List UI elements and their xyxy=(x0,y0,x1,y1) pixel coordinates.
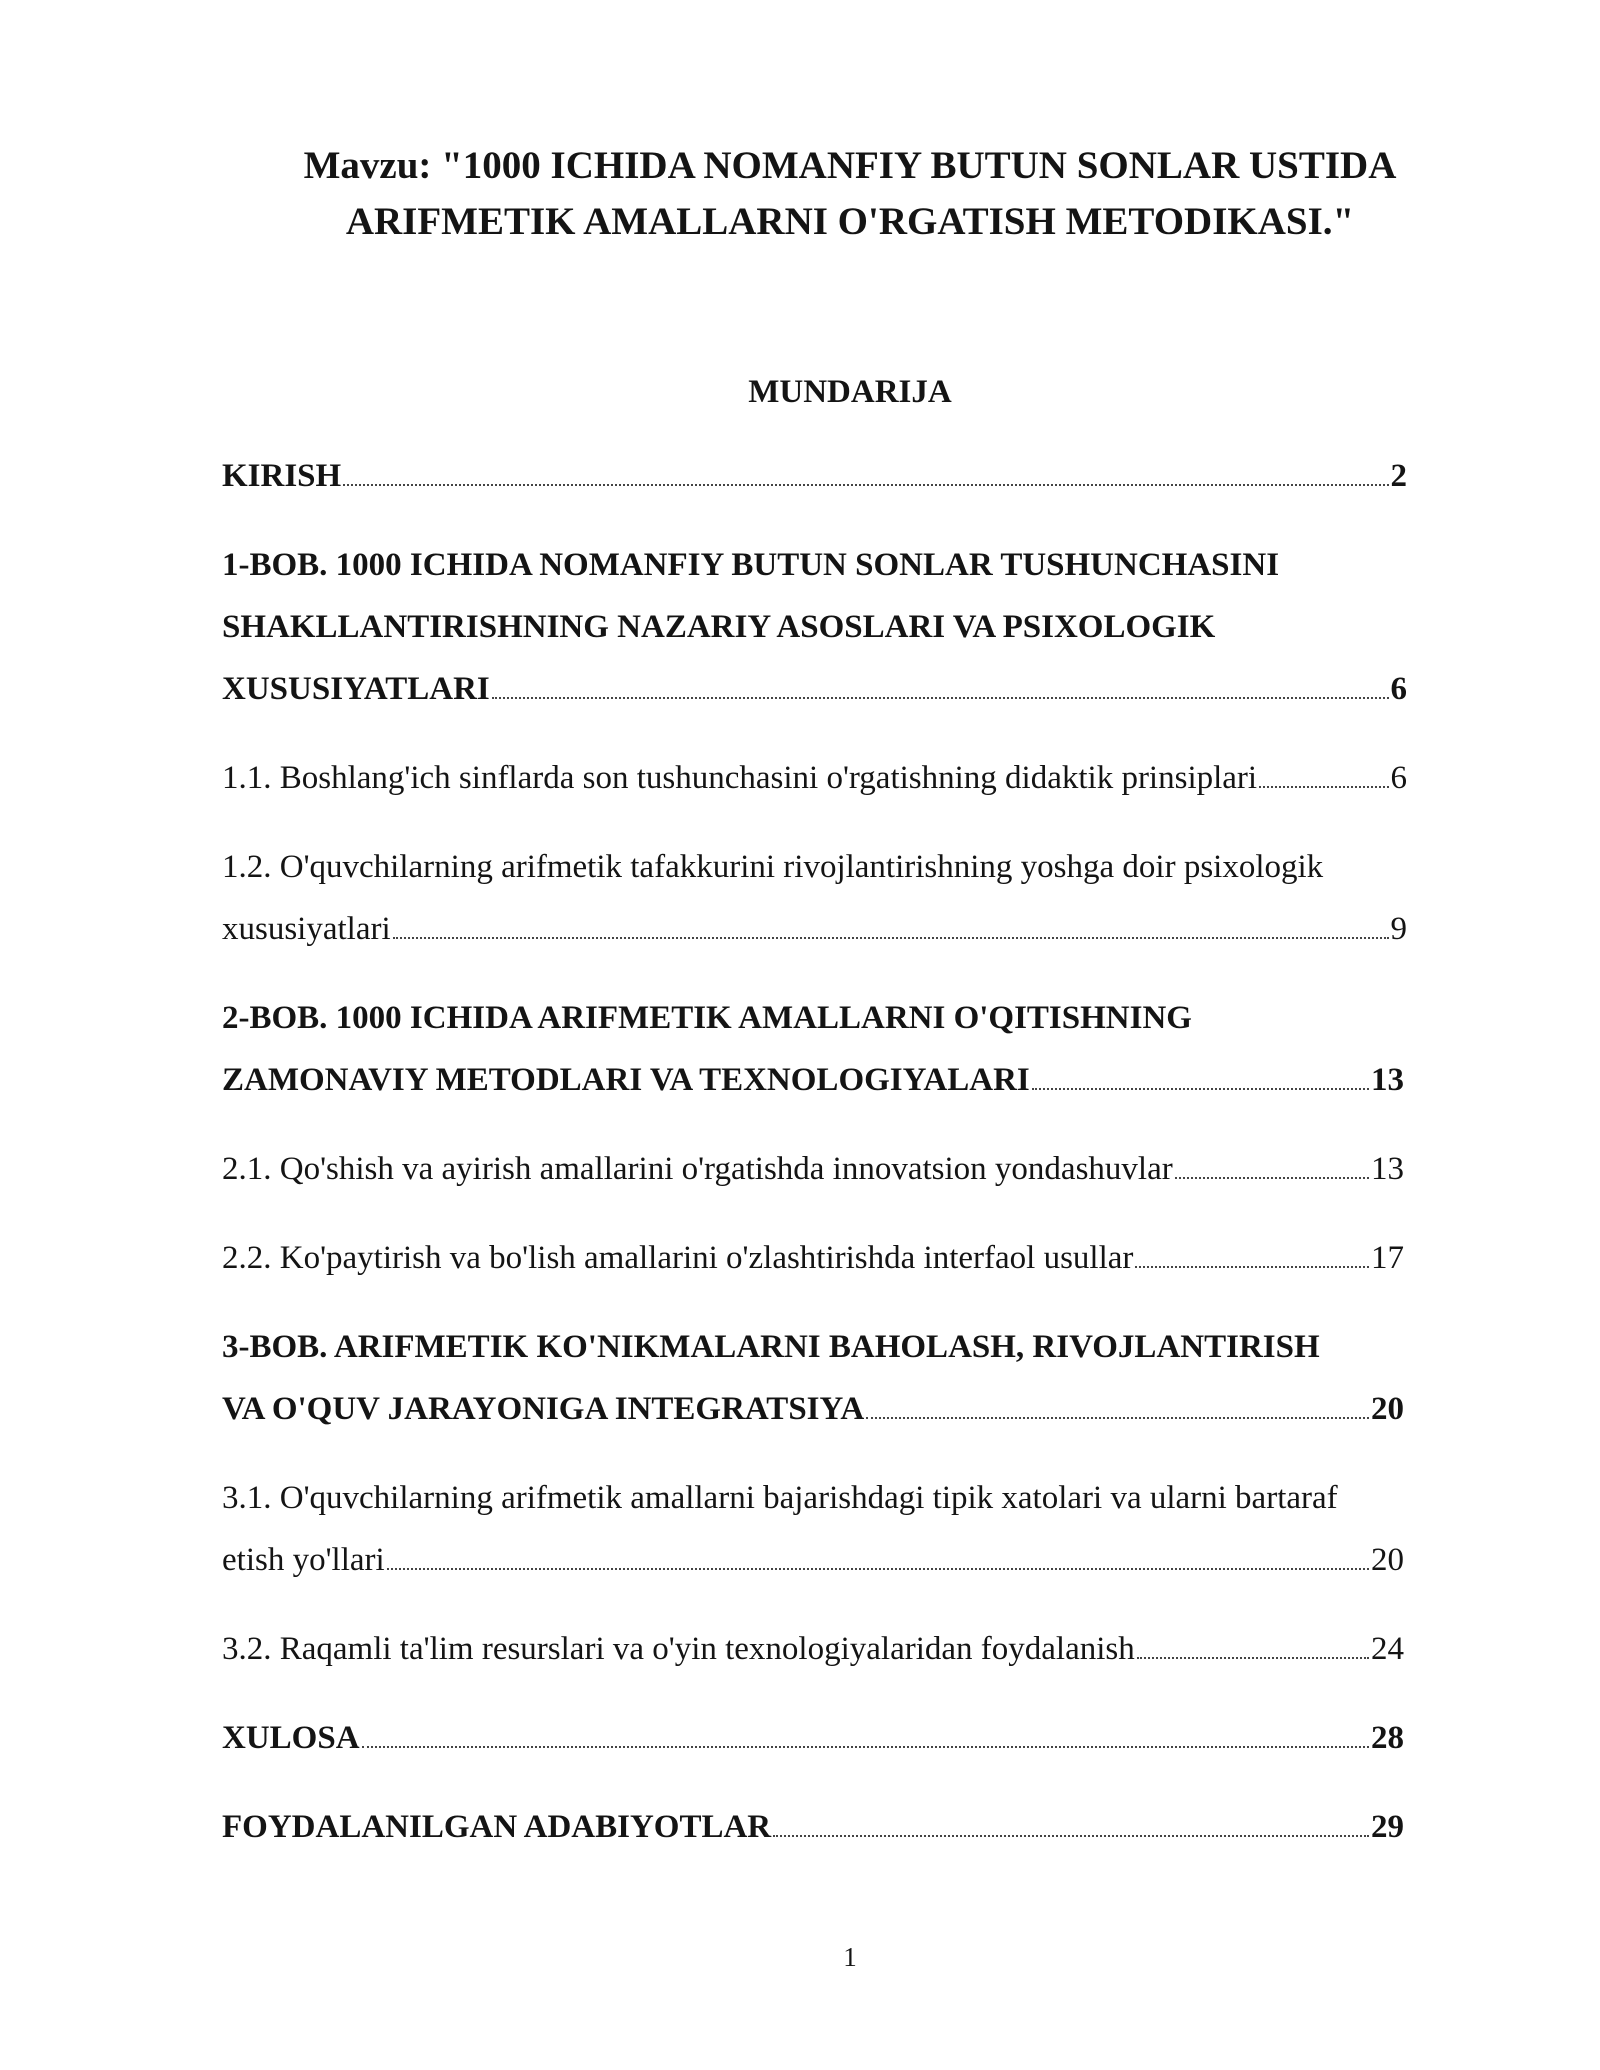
toc-entry-title: XULOSA xyxy=(222,1720,360,1756)
toc-entry-title: xususiyatlari xyxy=(222,911,391,947)
toc-entry[interactable] xyxy=(222,1796,1462,1858)
toc-entry-title: 3.2. Raqamli ta'lim resurslari va o'yin texnologiyalaridan foydalanish xyxy=(222,1631,1135,1667)
table-of-contents xyxy=(222,445,1462,1885)
dot-leader xyxy=(773,1835,1369,1837)
toc-entry-leader-row xyxy=(222,1227,1404,1289)
dot-leader xyxy=(1135,1266,1369,1268)
dot-leader xyxy=(1259,786,1388,788)
toc-entry-leader-row xyxy=(222,1796,1404,1858)
document-title-line-2: ARIFMETIK AMALLARNI O'RGATISH METODIKASI." xyxy=(345,200,1355,243)
toc-entry-line: SHAKLLANTIRISHNING NAZARIY ASOSLARI VA PSIXOLOGIK xyxy=(222,609,1216,645)
toc-entry[interactable] xyxy=(222,1316,1462,1440)
document-title-line-1: Mavzu: "1000 ICHIDA NOMANFIY BUTUN SONLAR USTIDA xyxy=(303,144,1397,187)
dot-leader xyxy=(1032,1088,1369,1090)
toc-entry-page-number: 13 xyxy=(1371,1062,1404,1098)
dot-leader xyxy=(866,1417,1369,1419)
toc-entry-leader-row xyxy=(222,1618,1404,1680)
toc-entry[interactable] xyxy=(222,534,1462,720)
toc-entry[interactable] xyxy=(222,987,1462,1111)
toc-entry-leader-row xyxy=(222,747,1407,809)
toc-entry-leader-row xyxy=(222,1378,1404,1440)
toc-entry-title: etish yo'llari xyxy=(222,1542,385,1578)
toc-entry-title: ZAMONAVIY METODLARI VA TEXNOLOGIYALARI xyxy=(222,1062,1030,1098)
toc-entry-leader-row xyxy=(222,1049,1404,1111)
toc-entry-line: 1-BOB. 1000 ICHIDA NOMANFIY BUTUN SONLAR TUSHUNCHASINI xyxy=(222,547,1280,583)
toc-entry-title: XUSUSIYATLARI xyxy=(222,671,490,707)
toc-entry-title: 2.2. Ko'paytirish va bo'lish amallarini o'zlashtirishda interfaol usullar xyxy=(222,1240,1134,1276)
toc-entry[interactable] xyxy=(222,1138,1462,1200)
toc-entry-leader-row xyxy=(222,1707,1404,1769)
toc-entry[interactable] xyxy=(222,1467,1462,1591)
dot-leader xyxy=(1175,1177,1369,1179)
toc-entry-page-number: 20 xyxy=(1371,1391,1404,1427)
toc-heading: MUNDARIJA xyxy=(748,374,952,410)
document-title xyxy=(240,138,1460,250)
toc-entry-page-number: 28 xyxy=(1371,1720,1404,1756)
toc-entry-page-number: 29 xyxy=(1371,1809,1404,1845)
toc-entry[interactable] xyxy=(222,1227,1462,1289)
dot-leader xyxy=(492,697,1389,699)
toc-entry-page-number: 6 xyxy=(1390,760,1407,796)
toc-entry-line: 1.2. O'quvchilarning arifmetik tafakkurini rivojlantirishning yoshga doir psixologik xyxy=(222,849,1324,885)
toc-entry-leader-row xyxy=(222,445,1407,507)
toc-entry-title: VA O'QUV JARAYONIGA INTEGRATSIYA xyxy=(222,1391,865,1427)
toc-entry-leader-row xyxy=(222,1529,1404,1591)
toc-entry[interactable] xyxy=(222,836,1462,960)
toc-entry-leader-row xyxy=(222,658,1407,720)
toc-entry[interactable] xyxy=(222,445,1462,507)
toc-entry-page-number: 6 xyxy=(1390,671,1407,707)
toc-entry-page-number: 9 xyxy=(1390,911,1407,947)
dot-leader xyxy=(1137,1657,1369,1659)
toc-entry-title: 1.1. Boshlang'ich sinflarda son tushunchasini o'rgatishning didaktik prinsiplari xyxy=(222,760,1258,796)
toc-entry-title: KIRISH xyxy=(222,458,342,494)
toc-entry-page-number: 24 xyxy=(1371,1631,1404,1667)
page-number: 1 xyxy=(843,1942,857,1972)
toc-entry-page-number: 17 xyxy=(1371,1240,1404,1276)
toc-entry[interactable] xyxy=(222,747,1462,809)
toc-entry-leader-row xyxy=(222,1138,1404,1200)
toc-entry-page-number: 13 xyxy=(1371,1151,1404,1187)
toc-entry-page-number: 20 xyxy=(1371,1542,1404,1578)
dot-leader xyxy=(343,484,1388,486)
toc-entry-line: 2-BOB. 1000 ICHIDA ARIFMETIK AMALLARNI O'QITISHNING xyxy=(222,1000,1192,1036)
toc-entry[interactable] xyxy=(222,1618,1462,1680)
toc-entry-title: FOYDALANILGAN ADABIYOTLAR xyxy=(222,1809,772,1845)
toc-entry-title: 2.1. Qo'shish va ayirish amallarini o'rgatishda innovatsion yondashuvlar xyxy=(222,1151,1173,1187)
toc-entry-page-number: 2 xyxy=(1390,458,1407,494)
toc-entry-line: 3.1. O'quvchilarning arifmetik amallarni bajarishdagi tipik xatolari va ularni bartaraf xyxy=(222,1480,1338,1516)
toc-entry[interactable] xyxy=(222,1707,1462,1769)
toc-entry-line: 3-BOB. ARIFMETIK KO'NIKMALARNI BAHOLASH, RIVOJLANTIRISH xyxy=(222,1329,1320,1365)
dot-leader xyxy=(387,1568,1369,1570)
dot-leader xyxy=(393,937,1389,939)
dot-leader xyxy=(362,1746,1369,1748)
toc-entry-leader-row xyxy=(222,898,1407,960)
